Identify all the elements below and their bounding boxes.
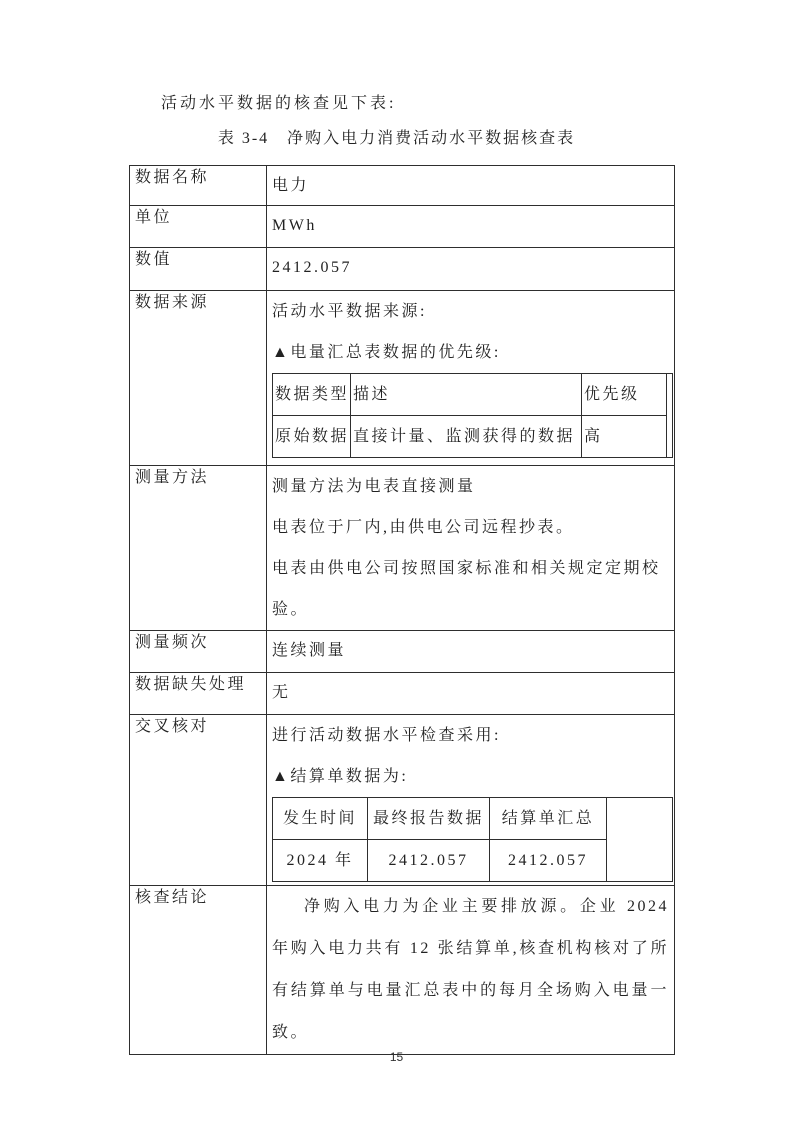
nested-data-cell: 原始数据 (273, 416, 351, 458)
nested-header-cell: 优先级 (582, 374, 667, 416)
row-data-source (130, 291, 675, 466)
value-cell: MWh (267, 206, 675, 248)
row-data-name (130, 166, 675, 206)
row-unit (130, 206, 675, 248)
text-line: ▲电量汇总表数据的优先级: (272, 344, 501, 361)
label-cell: 数据缺失处理 (130, 673, 267, 715)
label-cell: 数据来源 (130, 291, 267, 466)
row-measurement-method (130, 466, 675, 631)
row-measurement-frequency (130, 631, 675, 673)
value-cell: 2412.057 (267, 248, 675, 291)
nested-data-cell: 直接计量、监测获得的数据 (351, 416, 582, 458)
value-cell: 连续测量 (267, 631, 675, 673)
settlement-nested-table (272, 797, 673, 882)
page-number: 15 (389, 1050, 404, 1064)
row-value (130, 248, 675, 291)
nested-empty-cell (607, 798, 673, 882)
text-line: 测量方法为电表直接测量 (272, 478, 476, 495)
nested-data-cell: 2024 年 (273, 840, 368, 882)
nested-header-cell: 发生时间 (273, 798, 368, 840)
label-cell: 测量频次 (130, 631, 267, 673)
nested-data-cell: 2412.057 (490, 840, 607, 882)
label-cell: 交叉核对 (130, 715, 267, 886)
nested-data-row (273, 416, 673, 458)
conclusion-paragraph: 净购入电力为企业主要排放源。企业 2024 年购入电力共有 12 张结算单,核查机构核对了所有结算单与电量汇总表中的每月全场购入电量一致。 (272, 898, 669, 1041)
row-verification-conclusion (130, 886, 675, 1055)
priority-nested-table (272, 373, 673, 458)
value-cell: 无 (267, 673, 675, 715)
label-cell: 单位 (130, 206, 267, 248)
nested-header-row (273, 374, 673, 416)
text-line: 活动水平数据来源: (272, 303, 427, 320)
text-line: 电表由供电公司按照国家标准和相关规定定期校验。 (272, 560, 661, 618)
text-line: ▲结算单数据为: (272, 768, 409, 785)
nested-header-cell: 最终报告数据 (368, 798, 490, 840)
table-caption: 表 3-4 净购入电力消费活动水平数据核查表 (217, 130, 576, 147)
value-cell (267, 466, 675, 631)
value-cell (267, 291, 675, 466)
nested-data-cell: 2412.057 (368, 840, 490, 882)
value-cell (267, 886, 675, 1055)
label-cell: 测量方法 (130, 466, 267, 631)
row-cross-check (130, 715, 675, 886)
row-missing-data-handling (130, 673, 675, 715)
verification-table (129, 165, 675, 1055)
label-cell: 核查结论 (130, 886, 267, 1055)
nested-empty-cell (667, 374, 673, 458)
text-line: 进行活动数据水平检查采用: (272, 727, 501, 744)
label-cell: 数据名称 (130, 166, 267, 206)
nested-header-row (273, 798, 673, 840)
text-line: 电表位于厂内,由供电公司远程抄表。 (272, 519, 575, 536)
nested-header-cell: 数据类型 (273, 374, 351, 416)
nested-header-cell: 结算单汇总 (490, 798, 607, 840)
label-cell: 数值 (130, 248, 267, 291)
intro-paragraph: 活动水平数据的核查见下表: (161, 95, 397, 112)
value-cell: 电力 (267, 166, 675, 206)
nested-data-cell: 高 (582, 416, 667, 458)
value-cell (267, 715, 675, 886)
nested-header-cell: 描述 (351, 374, 582, 416)
